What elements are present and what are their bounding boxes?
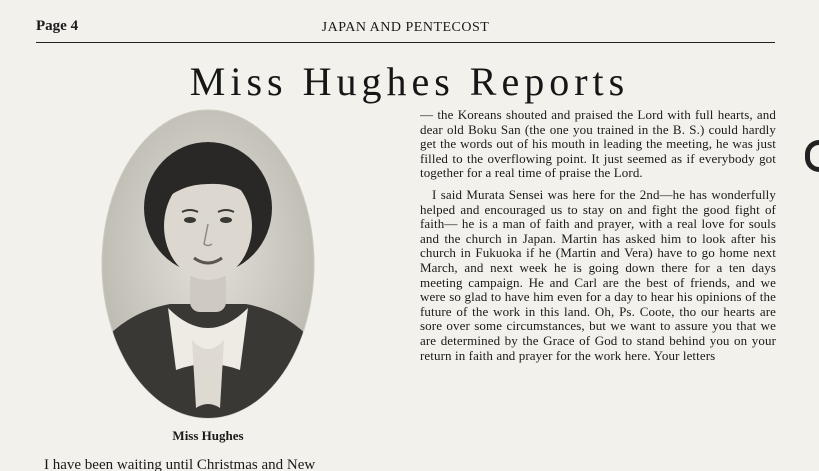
paragraph: I said Murata Sensei was here for the 2nd—he has wonderfully helped and encouraged us to stay on and fight the good fight of faith— he is a man of faith and prayer, with a real love for souls and the church in Japan. Martin has asked him to look after his church in Fukuoka if he (Martin and Vera) have to go home next March, and next week he is going down there for a ten days meeting campaign. He and Carl are the best of friends, and we were so glad to have him even for a day to hear his opinions of the future of the work in this land. Oh, Ps. Coote, tho our hearts are sore over some circumstances, but we want to assure you that we are determined by the Grace of God to stand behind you on your return in faith and prayer for the work here. Your letters: [420, 186, 776, 363]
page-edge-mark: [805, 140, 819, 172]
right-column: [420, 108, 776, 471]
article-title: Miss Hughes Reports: [189, 59, 630, 104]
running-title: JAPAN AND PENTECOST: [321, 20, 490, 35]
photo-caption: Miss Hughes: [172, 428, 244, 443]
page-header: [36, 16, 775, 43]
paragraph: — the Koreans shouted and praised the Lord with full hearts, and dear old Boku San (the one you trained in the B. S.) could hardly get the words out of his mouth in leading the meeting, he was just filled to the overflowing point. It just seemed as if everybody got together for a real time of praise the Lord.: [420, 108, 776, 181]
portrait-illustration: [100, 108, 316, 420]
portrait-photo: [100, 108, 316, 420]
left-column-text: I have been waiting until Christmas and New: [44, 457, 316, 471]
page-number: Page 4: [36, 18, 79, 34]
